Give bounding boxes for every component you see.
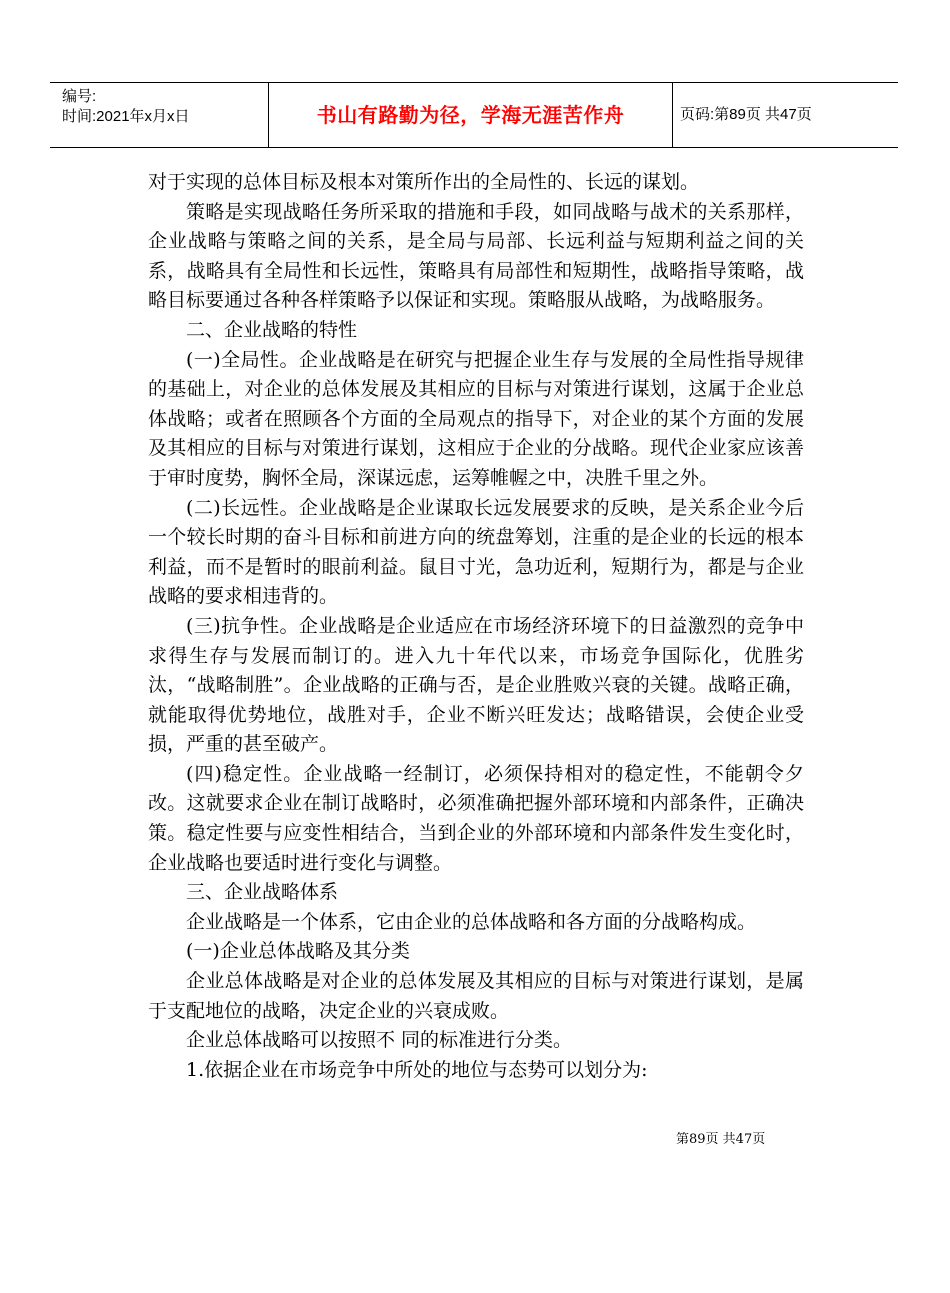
header-motto: 书山有路勤为径，学海无涯苦作舟 <box>316 103 625 127</box>
paragraph: 1.依据企业在市场竞争中所处的地位与态势可以划分为: <box>186 1058 648 1081</box>
subsection-heading: (一)企业总体战略及其分类 <box>186 940 410 963</box>
header-divider-right <box>672 83 673 147</box>
document-time: 时间:2021年x月x日 <box>62 108 190 125</box>
paragraph: 企业总体战略可以按照不 同的标准进行分类。 <box>186 1029 573 1052</box>
document-number-label: 编号: <box>62 88 97 105</box>
paragraph: (一)全局性。企业战略是在研究与把握企业生存与发展的全局性指导规律的基础上，对企业的总体发展及其相应的目标与对策进行谋划，这属于企业总体战略；或者在照顾各个方面的全局观点的指导下，对企业的某个方面的发展及其相应的目标与对策进行谋划，这相应于企业的分战略。现代企业家应该善于审时度势，胸怀全局，深谋远虑，运筹帷幄之中，决胜千里之外。 <box>148 348 804 489</box>
section-heading: 二、企业战略的特性 <box>186 318 358 341</box>
header-page-info: 页码:第89页 共47页 <box>680 106 812 123</box>
paragraph: (四)稳定性。企业战略一经制订，必须保持相对的稳定性，不能朝令夕改。这就要求企业在制订战略时，必须准确把握外部环境和内部条件，正确决策。稳定性要与应变性相结合，当到企业的外部环境和内部条件发生变化时，企业战略也要适时进行变化与调整。 <box>148 762 804 874</box>
section-heading: 三、企业战略体系 <box>186 881 339 904</box>
document-body <box>148 168 804 1085</box>
paragraph: 策略是实现战略任务所采取的措施和手段，如同战略与战术的关系那样，企业战略与策略之间的关系，是全局与局部、长远利益与短期利益之间的关系，战略具有全局性和长远性，策略具有局部性和短期性，战略指导策略，战略目标要通过各种各样策略予以保证和实现。策略服从战略，为战略服务。 <box>148 200 804 312</box>
page-header <box>50 82 898 148</box>
paragraph: (二)长远性。企业战略是企业谋取长远发展要求的反映，是关系企业今后一个较长时期的奋斗目标和前进方向的统盘筹划，注重的是企业的长远的根本利益，而不是暂时的眼前利益。鼠目寸光，急功近利，短期行为，都是与企业战略的要求相违背的。 <box>148 496 804 608</box>
paragraph: 企业总体战略是对企业的总体发展及其相应的目标与对策进行谋划，是属于支配地位的战略，决定企业的兴衰成败。 <box>148 970 804 1022</box>
paragraph: (三)抗争性。企业战略是企业适应在市场经济环境下的日益激烈的竞争中求得生存与发展而制订的。进入九十年代以来，市场竞争国际化，优胜劣汰，“战略制胜”。企业战略的正确与否，是企业胜败兴衰的关键。战略正确，就能取得优势地位，战胜对手，企业不断兴旺发达；战略错误，会使企业受损，严重的甚至破产。 <box>148 614 804 756</box>
header-meta <box>62 87 272 127</box>
paragraph: 对于实现的总体目标及根本对策所作出的全局性的、长远的谋划。 <box>148 171 700 193</box>
page-footer: 第89页 共47页 <box>676 1132 766 1147</box>
paragraph: 企业战略是一个体系，它由企业的总体战略和各方面的分战略构成。 <box>186 910 757 933</box>
